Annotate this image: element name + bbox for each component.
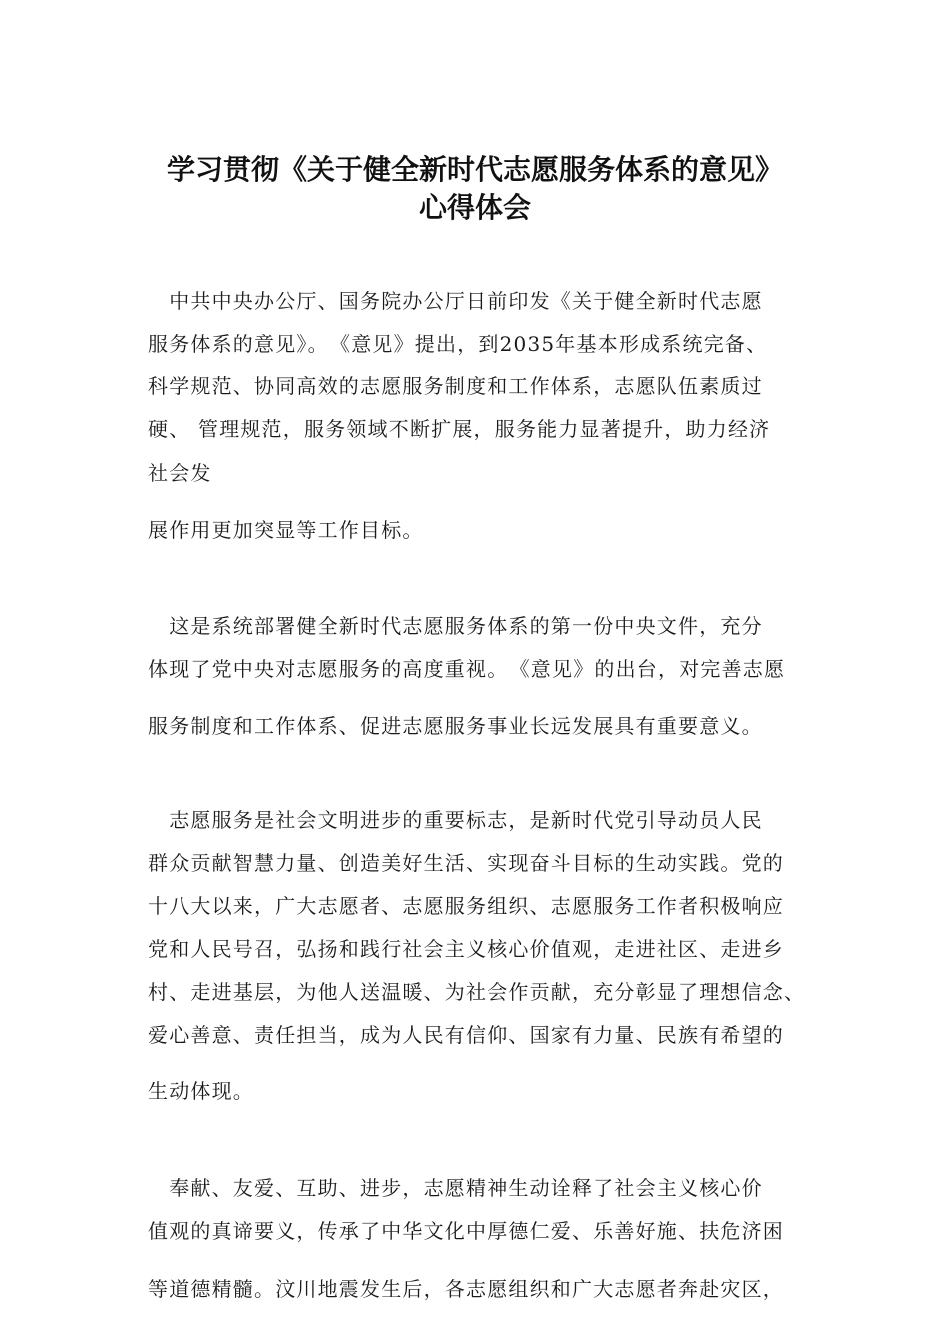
- body-line: 爱心善意、责任担当，成为人民有信仰、国家有力量、民族有希望的: [148, 1023, 784, 1047]
- body-line: 值观的真谛要义，传承了中华文化中厚德仁爱、乐善好施、扶危济困: [148, 1219, 784, 1243]
- body-line: 十八大以来，广大志愿者、志愿服务组织、志愿服务工作者积极响应: [148, 894, 784, 918]
- body-line: 群众贡献智慧力量、创造美好生活、实现奋斗目标的生动实践。党的: [148, 851, 784, 875]
- body-line: 党和人民号召，弘扬和践行社会主义核心价值观，走进社区、走进乡: [148, 937, 784, 961]
- body-line: 服务制度和工作体系、促进志愿服务事业长远发展具有重要意义。: [148, 714, 763, 738]
- body-line: 志愿服务是社会文明进步的重要标志，是新时代党引导动员人民: [148, 808, 763, 832]
- body-line: 硬、 管理规范，服务领域不断扩展，服务能力显著提升，助力经济: [148, 417, 771, 441]
- body-line: 展作用更加突显等工作目标。: [148, 518, 424, 542]
- body-line: 村、走进基层，为他人送温暖、为社会作贡献，充分彰显了理想信念、: [148, 980, 806, 1004]
- document-title-line-2: 心得体会: [418, 191, 531, 224]
- body-line: 服务体系的意见》。 《意见》提出，到2035年基本形成系统完备、: [148, 332, 768, 356]
- body-line: 体现了党中央对志愿服务的高度重视。 《意见》的出台，对完善志愿: [148, 657, 786, 681]
- body-line: 生动体现。: [148, 1079, 254, 1103]
- document-title-line-1: 学习贯彻《关于健全新时代志愿服务体系的意见》: [166, 153, 783, 186]
- body-line: 奉献、友爱、互助、进步，志愿精神生动诠释了社会主义核心价: [148, 1176, 763, 1200]
- body-line: 社会发: [148, 461, 212, 485]
- body-line: 这是系统部署健全新时代志愿服务体系的第一份中央文件，充分: [148, 614, 763, 638]
- body-line: 中共中央办公厅、国务院办公厅日前印发《关于健全新时代志愿: [148, 289, 763, 313]
- body-line: 等道德精髓。汶川地震发生后，各志愿组织和广大志愿者奔赴灾区，: [148, 1277, 784, 1301]
- body-line: 科学规范、协同高效的志愿服务制度和工作体系，志愿队伍素质过: [148, 374, 763, 398]
